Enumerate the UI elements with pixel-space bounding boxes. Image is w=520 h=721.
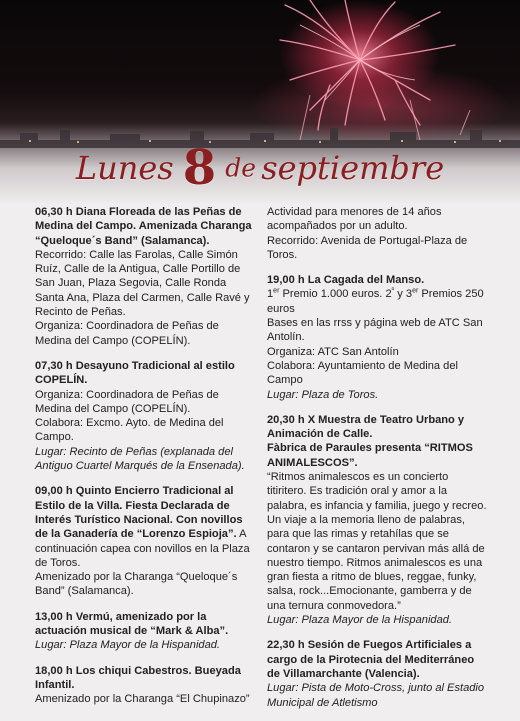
event-collaborator: Colabora: Excmo. Ayto. de Medina del Campo. <box>35 417 224 444</box>
event-rules: Bases en las rrss y página web de ATC San Antolín. <box>267 317 483 344</box>
event-heading: 18,00 h Los chiqui Cabestros. Bueyada Infantil. <box>35 664 241 691</box>
schedule-right-column <box>267 205 489 721</box>
event-route: Recorrido: Calle las Farolas, Calle Simón Ruíz, Calle de la Antigua, Calle Portillo de San Juan, Plaza Segovia, Calle Ronda Santa Ana, Plaza del Carmen, Calle Ravé y Recinto de Peñas. <box>35 248 250 319</box>
event-description: “Ritmos animalescos es un concierto titiritero. Es tradición oral y amor a la palabra, es infancia y familia, juego y recreo. Un viaje a la memoria lleno de palabras, para que las rimas y retahílas que se contaron y se cantaron pervivan más allá de nuestro tiempo. Ritmos animalescos es una gran fiesta a ritmo de blues, reggae, funky, salsa, rock...Emocionante, gamberra y de una ternura conmovedora.” <box>267 471 487 612</box>
event-teatro-urbano <box>267 413 489 627</box>
event-heading-block <box>35 484 257 570</box>
title-month: septiembre <box>261 149 445 187</box>
event-diana-floreada <box>35 205 257 348</box>
event-heading-tail: A continuación capea con novillos en la Plaza de Toros. <box>35 528 250 569</box>
event-cagada-del-manso <box>267 273 489 402</box>
schedule-left-column <box>35 205 257 718</box>
event-organizer: Organiza: ATC San Antolín <box>267 345 399 358</box>
event-heading: 09,00 h Quinto Encierro Tradicional al Estilo de la Villa. Fiesta Declarada de Interés Turístico Nacional. Con novillos de la Ganadería de “Lorenzo Espioja”. <box>35 485 243 541</box>
event-heading: 13,00 h Vermú, amenizado por la actuación musical de “Mark & Alba”. <box>35 610 229 638</box>
title-connector: de <box>225 153 257 183</box>
event-prizes: 1er Premio 1.000 euros. $2^º$ y 3er Premios 250 euros <box>267 287 484 315</box>
event-chiqui-cabestros <box>35 664 257 707</box>
event-organizer: Organiza: Coordinadora de Peñas de Medina del Campo (COPELÍN). <box>35 388 219 415</box>
event-desayuno <box>35 359 257 473</box>
event-heading: 22,30 h Sesión de Fuegos Artificiales a cargo de la Pirotecnia del Mediterráneo de Villamarchante (Valencia). <box>267 639 475 680</box>
event-location: Lugar: Plaza de Toros. <box>267 388 379 401</box>
event-chiqui-cabestros-continued <box>267 205 489 262</box>
event-subheading: Fàbrica de Paraules presenta “RITMOS ANIMALESCOS”. <box>267 442 473 469</box>
event-route: Recorrido: Avenida de Portugal-Plaza de Toros. <box>267 234 468 261</box>
event-heading: 07,30 h Desayuno Tradicional al estilo COPELÍN. <box>35 359 235 387</box>
event-location: Lugar: Plaza Mayor de la Hispanidad. <box>35 639 221 652</box>
event-activity-note: Actividad para menores de 14 años acompañados por un adulto. <box>267 206 442 233</box>
event-vermu <box>35 610 257 653</box>
title-day-number: 8 <box>182 140 217 196</box>
event-organizer: Organiza: Coordinadora de Peñas de Medina del Campo (COPELÍN). <box>35 320 219 347</box>
event-heading: 06,30 h Diana Floreada de las Peñas de Medina del Campo. Amenizada Charanga “Queloque´s Band” (Salamanca). <box>35 206 252 247</box>
page-title <box>0 140 520 200</box>
event-music: Amenizado por la Charanga “Queloque´s Band” (Salamanca). <box>35 571 238 598</box>
event-location: Lugar: Pista de Moto-Cross, junto al Estadio Municipal de Atletismo <box>267 682 485 709</box>
event-encierro <box>35 484 257 598</box>
title-day: Lunes <box>75 149 174 187</box>
event-heading: 19,00 h La Cagada del Manso. <box>267 274 425 287</box>
event-fuegos-artificiales <box>267 638 489 709</box>
event-collaborator: Colabora: Ayuntamiento de Medina del Campo <box>267 359 458 387</box>
event-heading: 20,30 h X Muestra de Teatro Urbano y Animación de Calle. <box>267 413 465 441</box>
event-location: Lugar: Plaza Mayor de la Hispanidad. <box>267 614 453 627</box>
event-location: Lugar: Recinto de Peñas (explanada del Antiguo Cuartel Marqués de la Ensenada). <box>35 445 245 473</box>
event-music: Amenizado por la Charanga “El Chupinazo” <box>35 693 250 706</box>
